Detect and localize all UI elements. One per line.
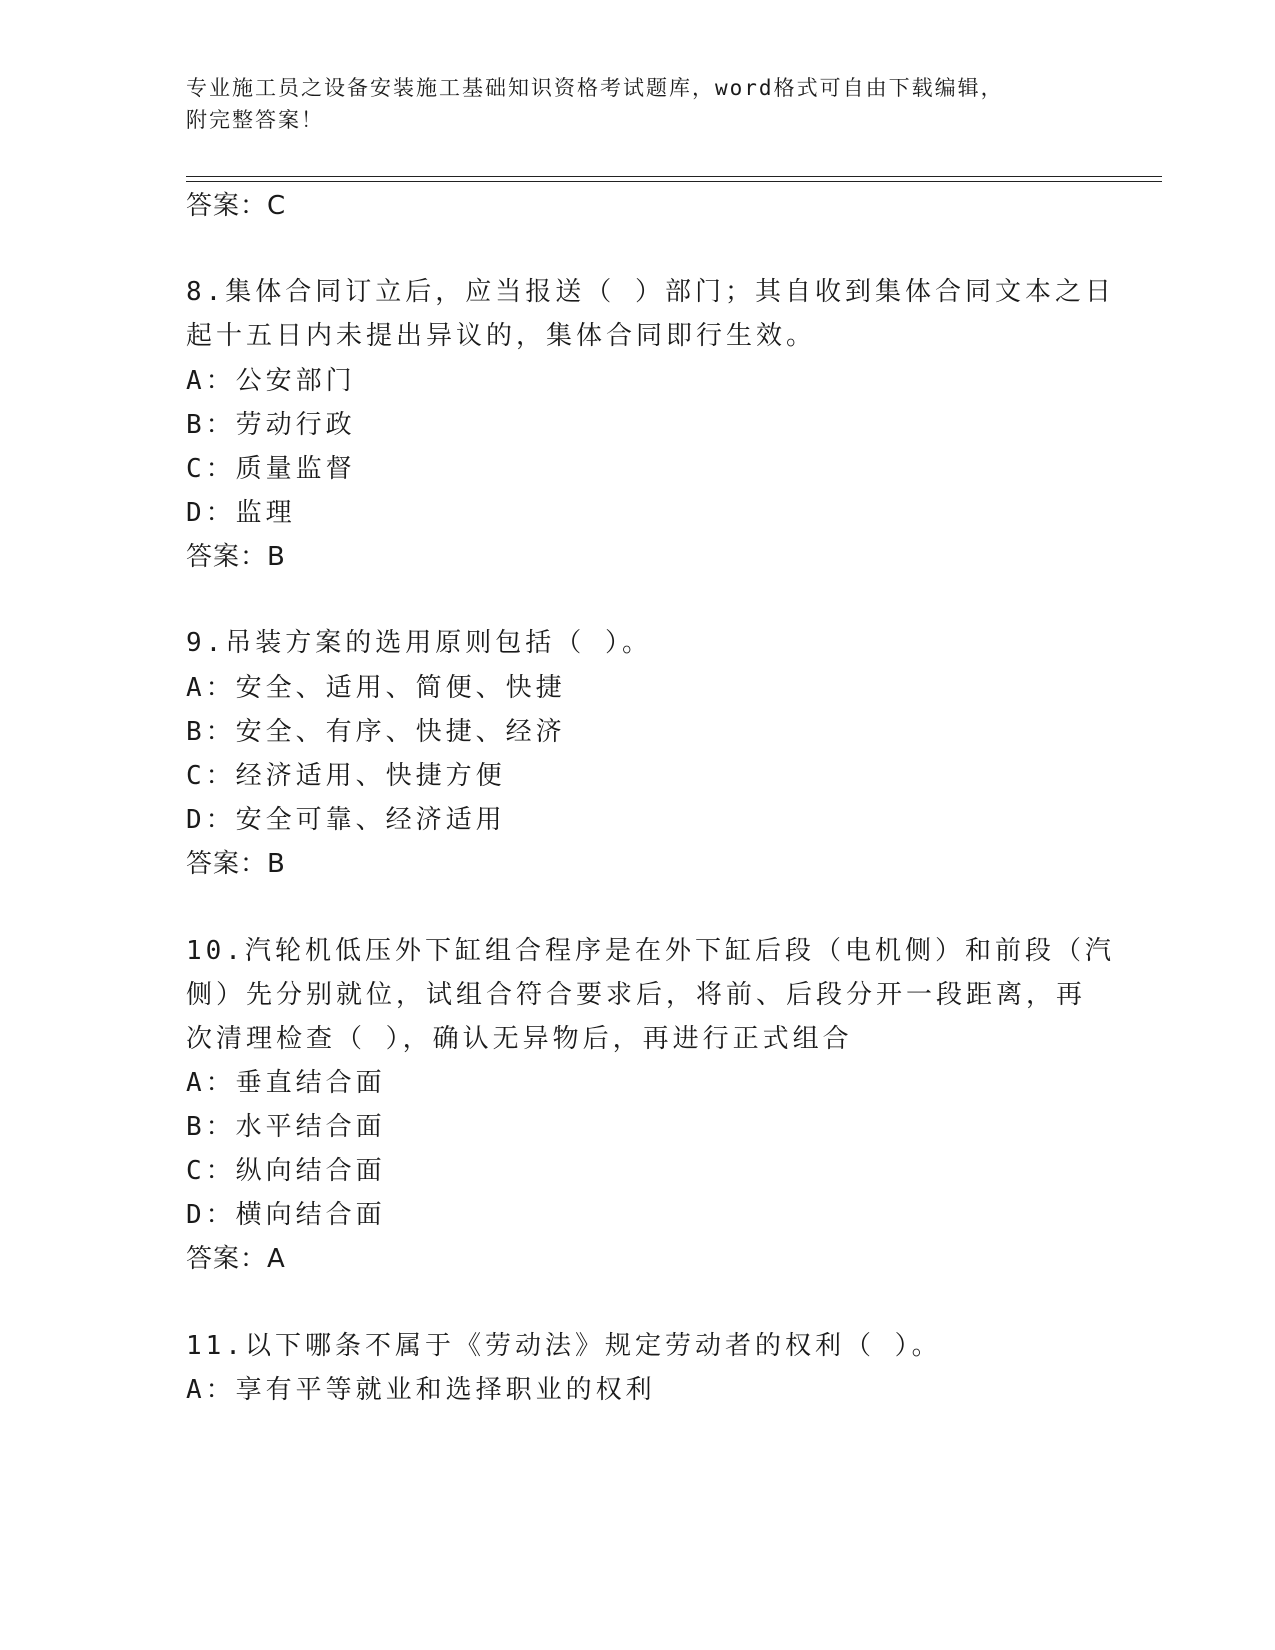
question-8-answer: 答案：B xyxy=(186,542,286,572)
question-9-option-c: C：经济适用、快捷方便 xyxy=(186,761,506,791)
document-header xyxy=(186,72,1086,136)
question-10-text-line-1: 10.汽轮机低压外下缸组合程序是在外下缸后段（电机侧）和前段（汽 xyxy=(186,936,1115,966)
question-10-answer: 答案：A xyxy=(186,1244,286,1274)
question-9-answer: 答案：B xyxy=(186,849,286,879)
question-11-text-line-1: 11.以下哪条不属于《劳动法》规定劳动者的权利（ ）。 xyxy=(186,1331,942,1361)
question-10-text-line-2: 侧）先分别就位，试组合符合要求后，将前、后段分开一段距离，再 xyxy=(186,980,1087,1010)
question-9-option-b: B：安全、有序、快捷、经济 xyxy=(186,717,566,747)
question-10-text-line-3: 次清理检查（ ），确认无异物后，再进行正式组合 xyxy=(186,1024,853,1054)
question-10-option-c: C：纵向结合面 xyxy=(186,1156,386,1186)
question-8-text-line-1: 8.集体合同订立后，应当报送（ ）部门；其自收到集体合同文本之日 xyxy=(186,277,1115,307)
question-8-text-line-2: 起十五日内未提出异议的，集体合同即行生效。 xyxy=(186,321,817,351)
question-8-option-b: B：劳动行政 xyxy=(186,410,356,440)
question-8-option-d: D：监理 xyxy=(186,498,296,528)
header-divider-top xyxy=(186,176,1162,177)
question-11-option-a: A：享有平等就业和选择职业的权利 xyxy=(186,1375,656,1405)
header-line-1: 专业施工员之设备安装施工基础知识资格考试题库，word格式可自由下载编辑， xyxy=(186,76,1004,100)
question-8-option-a: A：公安部门 xyxy=(186,366,356,396)
question-9-option-a: A：安全、适用、简便、快捷 xyxy=(186,673,566,703)
question-9-option-d: D：安全可靠、经济适用 xyxy=(186,805,506,835)
question-8-option-c: C：质量监督 xyxy=(186,454,356,484)
header-line-2: 附完整答案！ xyxy=(186,108,324,132)
question-10-option-a: A：垂直结合面 xyxy=(186,1068,386,1098)
question-10-option-b: B：水平结合面 xyxy=(186,1112,386,1142)
header-divider-bottom xyxy=(186,181,1162,182)
question-10-option-d: D：横向结合面 xyxy=(186,1200,386,1230)
previous-answer: 答案：C xyxy=(186,191,287,221)
question-9-text-line-1: 9.吊装方案的选用原则包括（ ）。 xyxy=(186,628,652,658)
